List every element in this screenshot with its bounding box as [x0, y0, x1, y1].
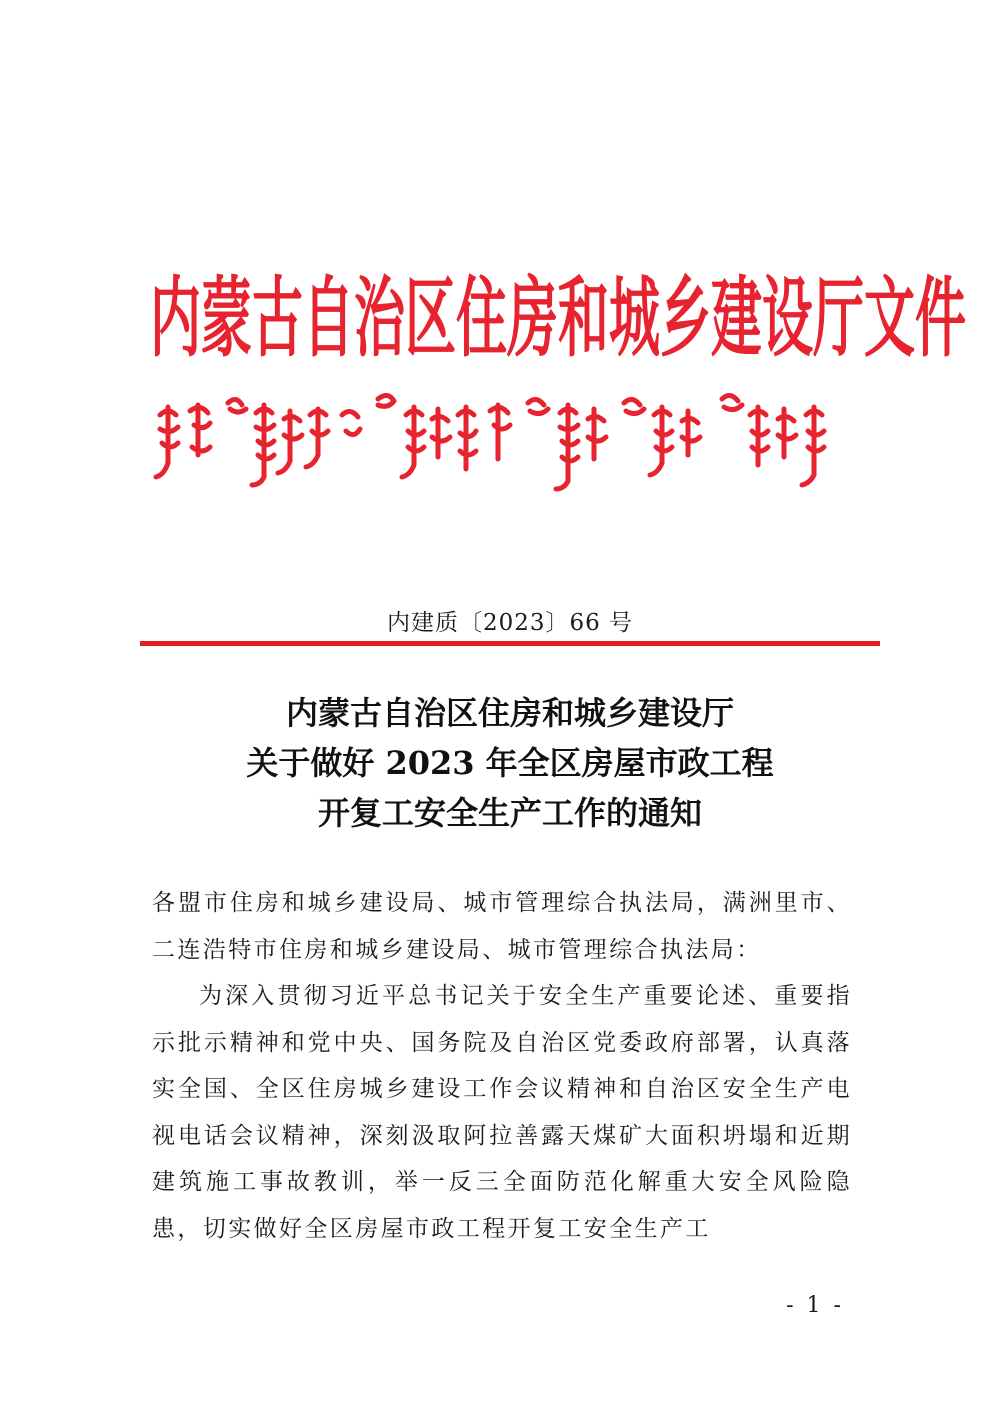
- notice-title-line-1: 内蒙古自治区住房和城乡建设厅: [285, 694, 734, 732]
- notice-title-line-3: 开复工安全生产工作的通知: [317, 794, 702, 832]
- mongolian-script-graphic: [150, 385, 842, 495]
- notice-title: [140, 688, 880, 838]
- body-paragraph-1: 为深入贯彻习近平总书记关于安全生产重要论述、重要指示批示精神和党中央、国务院及自治区党委政府部署，认真落实全国、全区住房城乡建设工作会议精神和自治区安全生产电视电话会议精神，深刻汲取阿拉善露天煤矿大面积坍塌和近期建筑施工事故教训，举一反三全面防范化解重大安全风险隐患，切实做好全区房屋市政工程开复工安全生产工: [152, 983, 852, 1242]
- issuing-authority-title: 内蒙古自治区住房和城乡建设厅文件: [150, 270, 967, 371]
- page-number: - 1 -: [786, 1293, 844, 1318]
- red-divider-line: [140, 641, 880, 646]
- notice-body: [152, 880, 852, 1252]
- document-number: 内建质〔2023〕66 号: [386, 610, 634, 636]
- mongolian-script-title: [150, 385, 842, 495]
- notice-title-line-2: 关于做好 2023 年全区房屋市政工程: [246, 744, 774, 782]
- addressee: 各盟市住房和城乡建设局、城市管理综合执法局，满洲里市、二连浩特市住房和城乡建设局、城市管理综合执法局：: [152, 890, 852, 963]
